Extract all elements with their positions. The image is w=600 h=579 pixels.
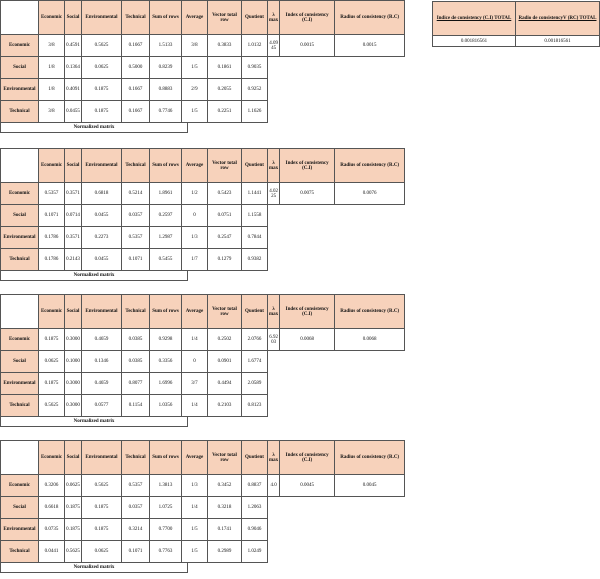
table-cell: 0.1875 — [82, 101, 122, 123]
row-label: Environmental — [1, 227, 39, 249]
table-cell: 0.3452 — [208, 475, 242, 497]
table-cell: 1.3813 — [150, 475, 182, 497]
table-cell: 1.0249 — [242, 541, 268, 563]
table-cell: 1/3 — [182, 475, 208, 497]
empty-cell — [335, 57, 405, 79]
column-header: Sum of rows — [150, 295, 182, 329]
table-cell: 2/9 — [182, 79, 208, 101]
table-cell: 0.7763 — [150, 541, 182, 563]
column-header: Technical — [122, 441, 150, 475]
table-row — [1, 475, 405, 497]
table-cell: 1/5 — [182, 541, 208, 563]
column-header: Social — [65, 149, 82, 183]
table-row — [1, 329, 405, 351]
column-header: Radius of consistency (R.C) — [335, 149, 405, 183]
table-cell: 0.0441 — [39, 541, 65, 563]
table-cell: 0.4591 — [65, 35, 82, 57]
table-cell: 1.6996 — [150, 373, 182, 395]
table-cell: 0.1071 — [122, 541, 150, 563]
table-cell: 0.1364 — [65, 57, 82, 79]
column-header: Radius of consistency (R.C) — [335, 1, 405, 35]
table-cell: 0.1875 — [39, 329, 65, 351]
empty-cell — [280, 497, 335, 519]
table-cell: 0.2103 — [208, 395, 242, 417]
column-header: Environmental — [82, 149, 122, 183]
table-cell: 0.2273 — [82, 227, 122, 249]
corner-cell — [1, 1, 39, 35]
table-cell: 0.7746 — [150, 101, 182, 123]
table-cell: 1.1558 — [242, 205, 268, 227]
table-cell: 0.9046 — [242, 519, 268, 541]
column-header: λ max — [268, 149, 280, 183]
table-cell: 0.1154 — [122, 395, 150, 417]
empty-cell — [280, 249, 335, 271]
empty-cell — [335, 101, 405, 123]
matrix-block-1 — [0, 0, 405, 130]
table-cell: 1/2 — [182, 183, 208, 205]
table-cell: 3/8 — [39, 35, 65, 57]
matrix-block-2 — [0, 148, 405, 278]
table-cell: 0.0385 — [122, 329, 150, 351]
table-cell: 0.3571 — [65, 227, 82, 249]
column-header: Average — [182, 441, 208, 475]
table-cell: 0.2251 — [208, 101, 242, 123]
table-row — [1, 541, 405, 563]
table-cell: 0.1071 — [39, 205, 65, 227]
column-header: Economic — [39, 1, 65, 35]
table-cell: 0.4494 — [208, 373, 242, 395]
table-cell: 0.1861 — [208, 57, 242, 79]
matrix-table — [0, 148, 405, 271]
table-cell: 0.0455 — [65, 101, 82, 123]
table-cell: 0.1346 — [82, 351, 122, 373]
table-cell: 1.2063 — [242, 497, 268, 519]
table-cell: 0.5625 — [82, 475, 122, 497]
table-cell: 0.0901 — [208, 351, 242, 373]
column-header: Vector total row — [208, 149, 242, 183]
table-cell: 1/4 — [182, 395, 208, 417]
table-cell: 1/5 — [182, 101, 208, 123]
table-cell: 0.0751 — [208, 205, 242, 227]
empty-cell — [335, 395, 405, 417]
column-header: λ max — [268, 1, 280, 35]
table-cell: 0.1875 — [65, 497, 82, 519]
lambda-max-value: 6.9203 — [268, 329, 280, 351]
empty-cell — [268, 351, 280, 373]
empty-cell — [268, 57, 280, 79]
row-label: Social — [1, 205, 39, 227]
matrix-block-4 — [0, 440, 405, 570]
normalized-matrix-label: Normalized matrix — [0, 563, 188, 573]
table-cell: 0.0625 — [82, 57, 122, 79]
column-header: Technical — [122, 1, 150, 35]
empty-cell — [335, 249, 405, 271]
empty-cell — [268, 497, 280, 519]
table-cell: 1/4 — [182, 497, 208, 519]
table-cell: 0.0357 — [122, 205, 150, 227]
column-header: Social — [65, 295, 82, 329]
column-header: Environmental — [82, 1, 122, 35]
table-cell: 1.0132 — [242, 35, 268, 57]
empty-cell — [268, 205, 280, 227]
empty-cell — [280, 205, 335, 227]
empty-cell — [268, 395, 280, 417]
table-row — [1, 101, 405, 123]
table-cell: 0.3218 — [208, 497, 242, 519]
table-cell: 0.0357 — [122, 497, 150, 519]
row-label: Social — [1, 57, 39, 79]
table-row — [1, 351, 405, 373]
table-cell: 0.5625 — [65, 541, 82, 563]
column-header: Environmental — [82, 295, 122, 329]
column-header: Economic — [39, 149, 65, 183]
table-cell: 0.5625 — [39, 395, 65, 417]
table-cell: 0.3206 — [39, 475, 65, 497]
table-cell: 0.2989 — [208, 541, 242, 563]
table-cell: 0.2502 — [208, 329, 242, 351]
row-label: Economic — [1, 329, 39, 351]
table-cell: 1/8 — [39, 79, 65, 101]
table-cell: 0.3000 — [65, 373, 82, 395]
table-cell: 1.0725 — [150, 497, 182, 519]
table-cell: 0.8123 — [242, 395, 268, 417]
empty-cell — [268, 227, 280, 249]
table-cell: 0.3000 — [65, 395, 82, 417]
empty-cell — [335, 205, 405, 227]
matrix-table — [0, 0, 405, 123]
row-label: Social — [1, 497, 39, 519]
row-label: Economic — [1, 183, 39, 205]
table-cell: 0.9252 — [242, 79, 268, 101]
empty-cell — [280, 541, 335, 563]
column-header: Radius of consistency (R.C) — [335, 295, 405, 329]
table-cell: 0.3000 — [65, 329, 82, 351]
table-cell: 0.1741 — [208, 519, 242, 541]
column-header: Quotient — [242, 295, 268, 329]
table-cell: 0.5357 — [122, 475, 150, 497]
column-header: Quotient — [242, 149, 268, 183]
table-cell: 0.1000 — [65, 351, 82, 373]
empty-cell — [280, 373, 335, 395]
empty-cell — [268, 373, 280, 395]
empty-cell — [268, 79, 280, 101]
table-cell: 0.2055 — [208, 79, 242, 101]
table-cell: 0.5423 — [208, 183, 242, 205]
table-cell: 1/3 — [182, 227, 208, 249]
total-ci-header: Indice de consistency (C.I) TOTAL — [433, 2, 516, 36]
table-cell: 0.0625 — [65, 475, 82, 497]
empty-cell — [268, 101, 280, 123]
table-cell: 1/5 — [182, 519, 208, 541]
table-cell: 0.1279 — [208, 249, 242, 271]
empty-cell — [335, 497, 405, 519]
column-header: Index of consistency (C.I) — [280, 295, 335, 329]
table-row — [1, 35, 405, 57]
matrix-table — [0, 294, 405, 417]
table-cell: 0.3356 — [150, 351, 182, 373]
column-header: Sum of rows — [150, 1, 182, 35]
empty-cell — [335, 373, 405, 395]
column-header: Vector total row — [208, 1, 242, 35]
column-header: Economic — [39, 441, 65, 475]
table-row — [1, 249, 405, 271]
column-header: λ max — [268, 441, 280, 475]
table-cell: 0 — [182, 351, 208, 373]
table-cell: 0.8239 — [150, 57, 182, 79]
table-cell: 0.2597 — [150, 205, 182, 227]
table-cell: 0.6618 — [39, 497, 65, 519]
table-cell: 1.1626 — [242, 101, 268, 123]
rc-value: 0.0068 — [335, 329, 405, 351]
total-rc-header: Radio de consistencyV (RC) TOTAL — [516, 2, 600, 36]
table-cell: 0.0455 — [82, 249, 122, 271]
table-cell: 0.3214 — [122, 519, 150, 541]
column-header: Social — [65, 1, 82, 35]
table-cell: 0.3833 — [208, 35, 242, 57]
empty-cell — [268, 519, 280, 541]
rc-value: 0.0045 — [335, 475, 405, 497]
table-cell: 0.5625 — [82, 35, 122, 57]
table-cell: 0.4659 — [82, 329, 122, 351]
table-row — [1, 183, 405, 205]
table-cell: 0.7844 — [242, 227, 268, 249]
table-cell: 1.0356 — [150, 395, 182, 417]
normalized-matrix-label: Normalized matrix — [0, 271, 188, 281]
table-cell: 1/5 — [182, 57, 208, 79]
column-header: Index of consistency (C.I) — [280, 149, 335, 183]
column-header: λ max — [268, 295, 280, 329]
table-cell: 0.0714 — [65, 205, 82, 227]
column-header: Vector total row — [208, 441, 242, 475]
table-cell: 0.5357 — [39, 183, 65, 205]
table-cell: 0.1875 — [82, 79, 122, 101]
empty-cell — [335, 541, 405, 563]
table-row — [1, 497, 405, 519]
table-cell: 3/8 — [182, 35, 208, 57]
table-row — [1, 373, 405, 395]
table-cell: 1.5133 — [150, 35, 182, 57]
table-cell: 0.9298 — [150, 329, 182, 351]
column-header: Environmental — [82, 441, 122, 475]
column-header: Radius of consistency (R.C) — [335, 441, 405, 475]
ci-value: 0.0045 — [280, 475, 335, 497]
row-label: Economic — [1, 475, 39, 497]
table-cell: 0.7700 — [150, 519, 182, 541]
table-cell: 0.4659 — [82, 373, 122, 395]
table-cell: 0.5455 — [150, 249, 182, 271]
table-cell: 0.2143 — [65, 249, 82, 271]
empty-cell — [280, 395, 335, 417]
column-header: Average — [182, 295, 208, 329]
row-label: Technical — [1, 101, 39, 123]
total-ci-value: 0.001816561 — [433, 36, 516, 47]
table-cell: 0.8837 — [242, 475, 268, 497]
table-cell: 0.1875 — [39, 373, 65, 395]
table-cell: 2.0589 — [242, 373, 268, 395]
table-cell: 0.1875 — [82, 519, 122, 541]
column-header: Index of consistency (C.I) — [280, 441, 335, 475]
table-cell: 1.2987 — [150, 227, 182, 249]
lambda-max-value: 4.0945 — [268, 35, 280, 57]
empty-cell — [280, 79, 335, 101]
column-header: Quotient — [242, 441, 268, 475]
table-cell: 0.0625 — [82, 541, 122, 563]
empty-cell — [280, 351, 335, 373]
table-cell: 0.5357 — [122, 227, 150, 249]
corner-cell — [1, 441, 39, 475]
table-cell: 0.8077 — [122, 373, 150, 395]
row-label: Economic — [1, 35, 39, 57]
empty-cell — [335, 351, 405, 373]
empty-cell — [280, 519, 335, 541]
table-cell: 0.5000 — [122, 57, 150, 79]
normalized-matrix-label: Normalized matrix — [0, 123, 188, 133]
empty-cell — [268, 249, 280, 271]
table-cell: 3/8 — [39, 101, 65, 123]
ci-value: 0.0015 — [280, 35, 335, 57]
table-cell: 0.1875 — [65, 519, 82, 541]
empty-cell — [280, 101, 335, 123]
row-label: Technical — [1, 395, 39, 417]
table-cell: 3/7 — [182, 373, 208, 395]
table-cell: 0.4091 — [65, 79, 82, 101]
corner-cell — [1, 149, 39, 183]
table-cell: 0.0625 — [39, 351, 65, 373]
lambda-max-value: 4.0225 — [268, 183, 280, 205]
table-cell: 0.0577 — [82, 395, 122, 417]
lambda-max-value: 4.0 — [268, 475, 280, 497]
column-header: Sum of rows — [150, 441, 182, 475]
rc-value: 0.0015 — [335, 35, 405, 57]
ci-value: 0.0075 — [280, 183, 335, 205]
empty-cell — [335, 79, 405, 101]
table-cell: 0.1667 — [122, 101, 150, 123]
row-label: Technical — [1, 541, 39, 563]
empty-cell — [268, 541, 280, 563]
column-header: Quotient — [242, 1, 268, 35]
column-header: Sum of rows — [150, 149, 182, 183]
table-cell: 1.6774 — [242, 351, 268, 373]
table-row — [1, 57, 405, 79]
table-cell: 0.9382 — [242, 249, 268, 271]
table-cell: 0.3571 — [65, 183, 82, 205]
table-cell: 0.8883 — [150, 79, 182, 101]
totals-table — [432, 1, 600, 47]
table-cell: 1/7 — [182, 249, 208, 271]
row-label: Social — [1, 351, 39, 373]
table-cell: 0.0385 — [122, 351, 150, 373]
row-label: Environmental — [1, 373, 39, 395]
column-header: Index of consistency (C.I) — [280, 1, 335, 35]
table-cell: 0.1875 — [82, 497, 122, 519]
empty-cell — [280, 57, 335, 79]
table-cell: 0.9035 — [242, 57, 268, 79]
table-cell: 1.1441 — [242, 183, 268, 205]
table-row — [1, 79, 405, 101]
column-header: Technical — [122, 295, 150, 329]
table-cell: 1/4 — [182, 329, 208, 351]
table-row — [1, 395, 405, 417]
table-cell: 0.5214 — [122, 183, 150, 205]
table-cell: 0.0735 — [39, 519, 65, 541]
empty-cell — [335, 227, 405, 249]
table-cell: 2.0766 — [242, 329, 268, 351]
table-cell: 0.6818 — [82, 183, 122, 205]
table-cell: 0.1071 — [122, 249, 150, 271]
table-cell: 1/8 — [39, 57, 65, 79]
column-header: Vector total row — [208, 295, 242, 329]
column-header: Economic — [39, 295, 65, 329]
matrix-block-3 — [0, 294, 405, 424]
table-cell: 1.8961 — [150, 183, 182, 205]
empty-cell — [335, 519, 405, 541]
row-label: Technical — [1, 249, 39, 271]
row-label: Environmental — [1, 79, 39, 101]
table-cell: 0.1667 — [122, 79, 150, 101]
row-label: Environmental — [1, 519, 39, 541]
table-row — [1, 227, 405, 249]
table-row — [1, 205, 405, 227]
corner-cell — [1, 295, 39, 329]
column-header: Technical — [122, 149, 150, 183]
total-rc-value: 0.001816561 — [516, 36, 600, 47]
ci-value: 0.0068 — [280, 329, 335, 351]
rc-value: 0.0076 — [335, 183, 405, 205]
empty-cell — [280, 227, 335, 249]
table-cell: 0 — [182, 205, 208, 227]
table-cell: 0.1786 — [39, 227, 65, 249]
table-cell: 0.1786 — [39, 249, 65, 271]
normalized-matrix-label: Normalized matrix — [0, 417, 188, 427]
column-header: Average — [182, 149, 208, 183]
table-cell: 0.2547 — [208, 227, 242, 249]
matrix-table — [0, 440, 405, 563]
table-cell: 0.0455 — [82, 205, 122, 227]
table-row — [1, 519, 405, 541]
table-cell: 0.1667 — [122, 35, 150, 57]
column-header: Social — [65, 441, 82, 475]
column-header: Average — [182, 1, 208, 35]
